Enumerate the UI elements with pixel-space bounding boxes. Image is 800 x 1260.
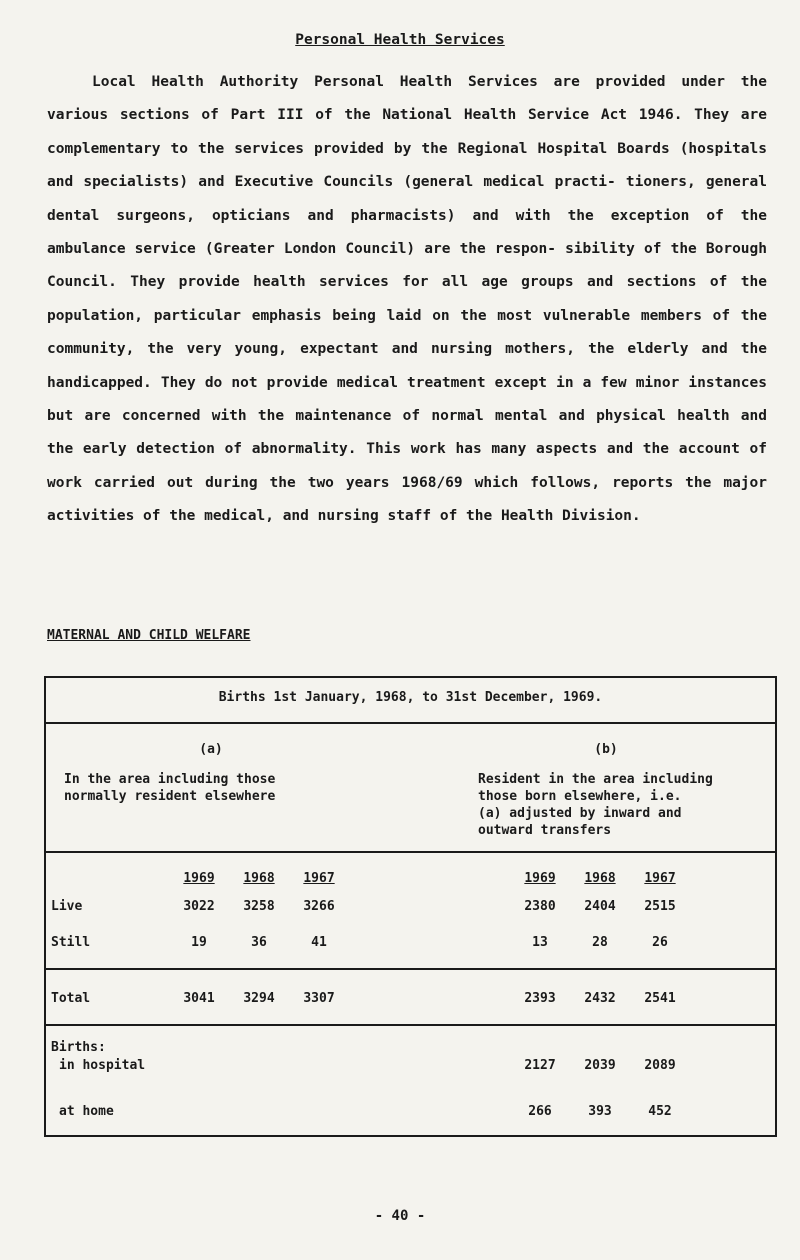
col-b-desc-line: outward transfers — [478, 823, 612, 838]
col-a-desc-line: normally resident elsewhere — [64, 789, 276, 804]
table-caption: Births 1st January, 1968, to 31st December, 1969. — [218, 690, 603, 705]
total-a-value: 3041 — [183, 991, 215, 1006]
page-title: Personal Health Services — [295, 32, 505, 48]
row-label-total: Total — [51, 991, 91, 1006]
home-b-value: 452 — [648, 1104, 672, 1119]
table-divider — [46, 968, 775, 970]
live-b-value: 2380 — [524, 899, 556, 914]
total-b-value: 2432 — [584, 991, 616, 1006]
still-b-value: 13 — [532, 935, 548, 950]
still-b-value: 26 — [652, 935, 668, 950]
col-b-desc-line: (a) adjusted by inward and — [478, 806, 682, 821]
hospital-b-value: 2089 — [644, 1058, 676, 1073]
still-a-value: 36 — [251, 935, 267, 950]
home-b-value: 393 — [588, 1104, 612, 1119]
year-header-b: 1969 — [524, 871, 556, 886]
births-label: Births: — [51, 1040, 106, 1055]
row-label-hospital: in hospital — [59, 1058, 146, 1073]
year-header-b: 1967 — [644, 871, 676, 886]
home-b-value: 266 — [528, 1104, 552, 1119]
live-a-value: 3266 — [303, 899, 335, 914]
year-header-a: 1968 — [243, 871, 275, 886]
total-a-value: 3294 — [243, 991, 275, 1006]
col-b-desc-line: Resident in the area including — [478, 772, 713, 787]
row-label-home: at home — [59, 1104, 114, 1119]
col-a-desc-line: In the area including those — [64, 772, 276, 787]
year-header-a: 1967 — [303, 871, 335, 886]
live-b-value: 2404 — [584, 899, 616, 914]
hospital-b-value: 2127 — [524, 1058, 556, 1073]
intro-paragraph: Local Health Authority Personal Health Services are provided under the various sections of Part III of the National Health Service Act 1946. They are complementary to the services provided by the Regional Hospital Boards (hospitals and specialists) and Executive Councils (general medical practi- tioners, general dental surgeons, opticians and pharmacists) and with the exception of the ambulance service (Greater London Council) are the respon- sibility of the Borough Council. They provide health services for all age groups and sections of the population, particular emphasis being laid on the most vulnerable members of the community, the very young, expectant and nursing mothers, the elderly and the handicapped. They do not provide medical treatment except in a few minor instances but are concerned with the maintenance of normal mental and physical health and the early detection of abnormality. This work has many aspects and the account of work carried out during the two years 1968/69 which follows, reports the major activities of the medical, and nursing staff of the Health Division. — [47, 74, 767, 525]
table-divider — [46, 851, 775, 853]
row-label-still: Still — [51, 935, 91, 950]
col-a-label: (a) — [199, 742, 223, 757]
live-a-value: 3022 — [183, 899, 215, 914]
still-a-value: 19 — [191, 935, 207, 950]
table-divider — [46, 1024, 775, 1026]
total-b-value: 2541 — [644, 991, 676, 1006]
still-a-value: 41 — [311, 935, 327, 950]
col-b-desc-line: those born elsewhere, i.e. — [478, 789, 682, 804]
total-a-value: 3307 — [303, 991, 335, 1006]
live-b-value: 2515 — [644, 899, 676, 914]
row-label-live: Live — [51, 899, 83, 914]
year-header-a: 1969 — [183, 871, 215, 886]
table-divider — [46, 722, 775, 724]
live-a-value: 3258 — [243, 899, 275, 914]
col-b-label: (b) — [594, 742, 618, 757]
births-table — [44, 676, 777, 1137]
section-heading: MATERNAL AND CHILD WELFARE — [47, 628, 251, 643]
year-header-b: 1968 — [584, 871, 616, 886]
still-b-value: 28 — [592, 935, 608, 950]
page-number: - 40 - — [374, 1208, 426, 1224]
hospital-b-value: 2039 — [584, 1058, 616, 1073]
total-b-value: 2393 — [524, 991, 556, 1006]
